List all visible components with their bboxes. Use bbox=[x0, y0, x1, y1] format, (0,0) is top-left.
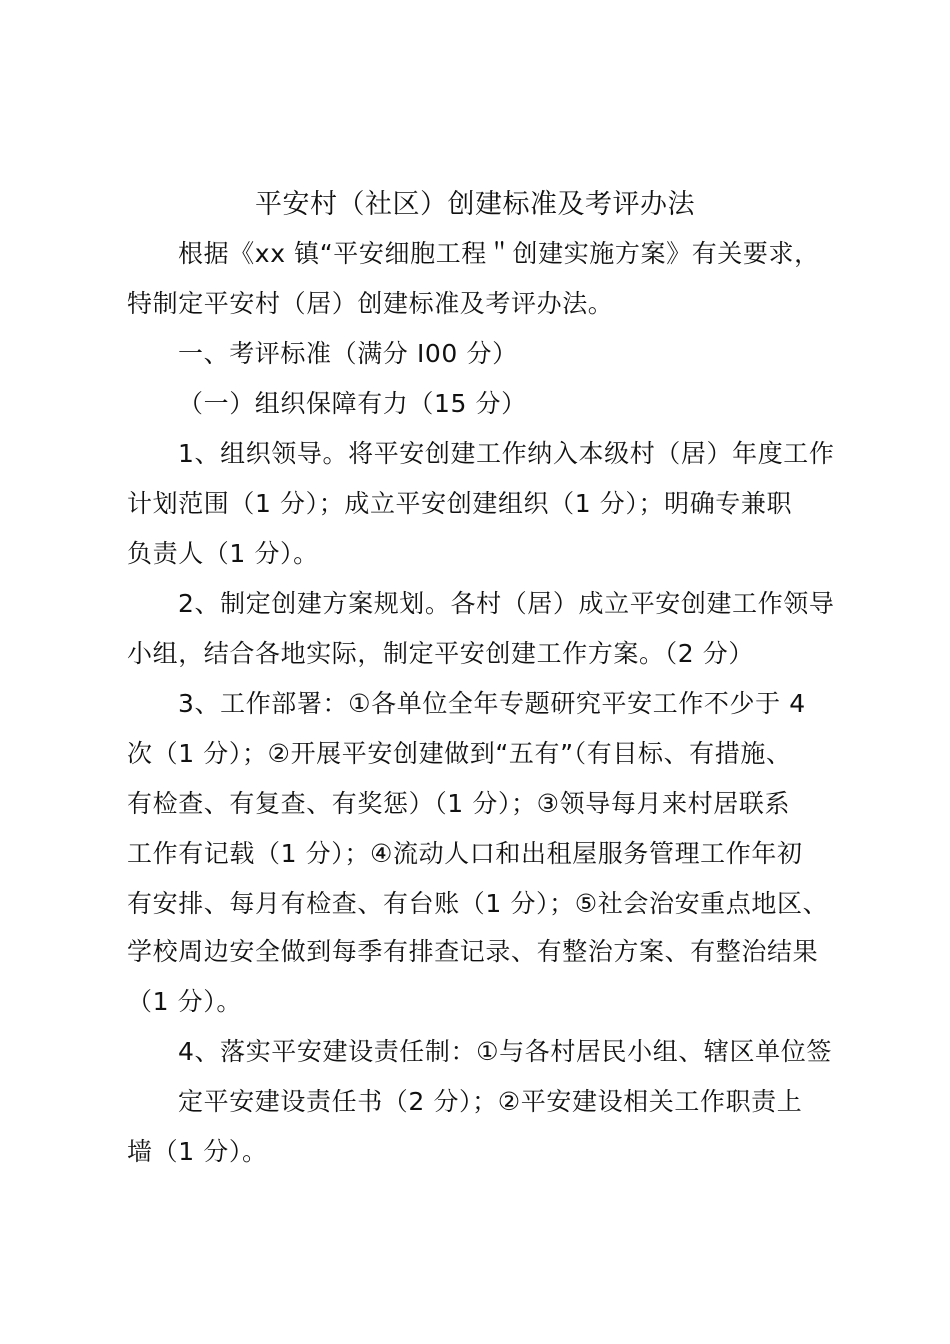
paragraph-line: 次（1 分）；②开展平安创建做到“五有”（有目标、有措施、 bbox=[127, 739, 792, 768]
paragraph-line: 4、落实平安建设责任制：①与各村居民小组、辖区单位签 bbox=[178, 1037, 832, 1066]
paragraph-line: 根据《xx 镇“平安细胞工程＂创建实施方案》有关要求， bbox=[178, 239, 820, 268]
paragraph-line: 2、制定创建方案规划。各村（居）成立平安创建工作领导 bbox=[178, 589, 835, 618]
paragraph-line: 负责人（1 分）。 bbox=[127, 539, 319, 568]
paragraph-line: 有检查、有复查、有奖惩）（1 分）；③领导每月来村居联系 bbox=[127, 789, 791, 818]
paragraph-line: 工作有记载（1 分）；④流动人口和出租屋服务管理工作年初 bbox=[127, 839, 803, 868]
paragraph-line: 墙（1 分）。 bbox=[127, 1137, 268, 1166]
subsection-heading: （一）组织保障有力（15 分） bbox=[178, 389, 527, 418]
paragraph-line: 3、工作部署：①各单位全年专题研究平安工作不少于 4 bbox=[178, 689, 806, 718]
paragraph-line: 学校周边安全做到每季有排查记录、有整治方案、有整治结果 bbox=[127, 937, 819, 966]
paragraph-line: 有安排、每月有检查、有台账（1 分）；⑤社会治安重点地区、 bbox=[127, 889, 829, 918]
section-heading: 一、考评标准（满分 I00 分） bbox=[178, 339, 518, 368]
paragraph-line: 1、组织领导。将平安创建工作纳入本级村（居）年度工作 bbox=[178, 439, 835, 468]
paragraph-line: 小组，结合各地实际，制定平安创建工作方案。（2 分） bbox=[127, 639, 754, 668]
paragraph-line: （1 分）。 bbox=[127, 987, 242, 1016]
paragraph-line: 定平安建设责任书（2 分）；②平安建设相关工作职责上 bbox=[178, 1087, 803, 1116]
paragraph-line: 特制定平安村（居）创建标准及考评办法。 bbox=[127, 289, 614, 318]
paragraph-line: 计划范围（1 分）；成立平安创建组织（1 分）；明确专兼职 bbox=[127, 489, 793, 518]
document-title: 平安村（社区）创建标准及考评办法 bbox=[255, 189, 695, 220]
